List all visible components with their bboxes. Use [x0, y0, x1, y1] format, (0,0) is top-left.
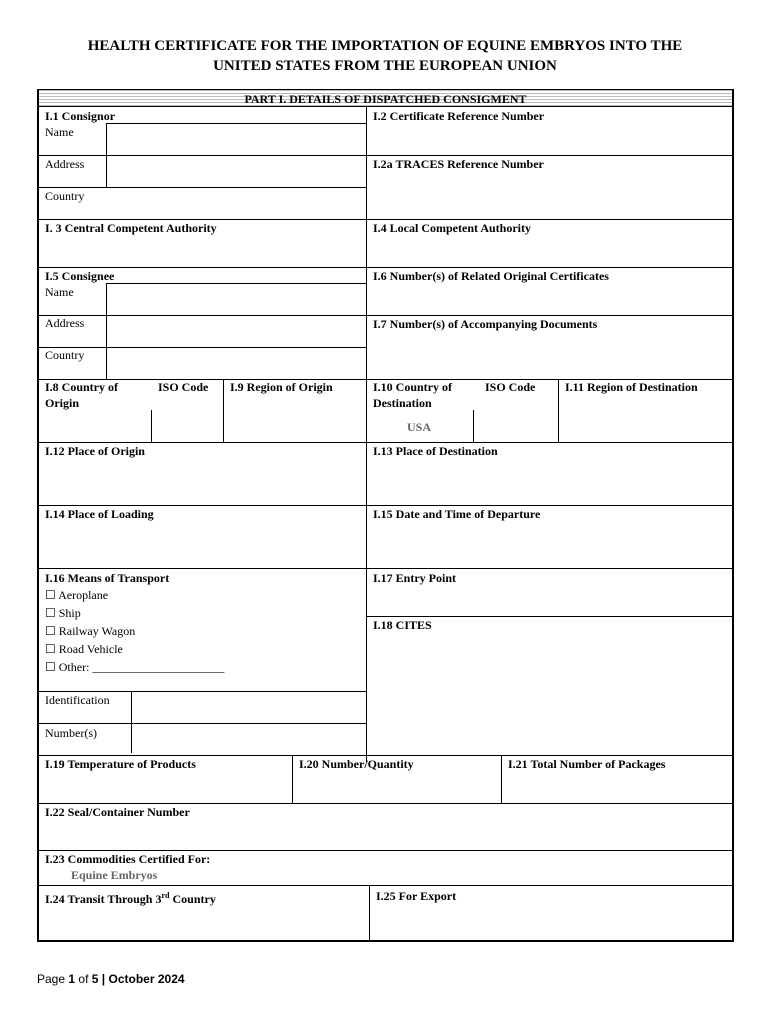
cites-label: I.18 CITES [373, 618, 432, 632]
title-line-1: HEALTH CERTIFICATE FOR THE IMPORTATION OF EQUINE EMBRYOS INTO THE [87, 38, 683, 54]
consignor-label: I.1 Consignor [45, 109, 116, 123]
place-origin-label: I.12 Place of Origin [45, 444, 145, 458]
local-authority-label: I.4 Local Competent Authority [373, 221, 531, 235]
transport-other-checkbox[interactable]: ☐ Other: ______________________ [45, 660, 225, 674]
transport-label: I.16 Means of Transport [45, 571, 170, 585]
consignee-name-field[interactable] [106, 283, 367, 316]
place-loading-label: I.14 Place of Loading [45, 507, 154, 521]
certificate-title [0, 36, 770, 76]
iso-code-destination-label: ISO Code [485, 380, 536, 394]
consignee-address-field[interactable] [106, 315, 367, 347]
transport-ship-checkbox[interactable]: ☐ Ship [45, 606, 81, 620]
title-line-2: UNITED STATES FROM THE EUROPEAN UNION [213, 58, 557, 74]
identification-label: Identification [45, 693, 110, 707]
consignor-address-field[interactable] [106, 155, 367, 187]
certificate-form [37, 89, 734, 942]
export-label: I.25 For Export [376, 889, 457, 903]
transport-road-checkbox[interactable]: ☐ Road Vehicle [45, 642, 123, 656]
quantity-label: I.20 Number/Quantity [299, 757, 414, 771]
entry-point-label: I.17 Entry Point [373, 571, 457, 585]
identification-field[interactable] [131, 691, 367, 723]
country-origin-label: I.8 Country of Origin [45, 380, 119, 410]
region-destination-label: I.11 Region of Destination [565, 380, 698, 394]
consignee-address-label: Address [45, 316, 85, 330]
numbers-label: Number(s) [45, 726, 97, 740]
commodities-value: Equine Embryos [71, 868, 158, 882]
page-footer: Page 1 of 5 | October 2024 [37, 972, 185, 986]
consignor-country-label: Country [45, 189, 85, 203]
country-destination-value: USA [407, 420, 432, 434]
region-origin-label: I.9 Region of Origin [230, 380, 333, 394]
central-authority-label: I. 3 Central Competent Authority [45, 221, 217, 235]
numbers-field[interactable] [131, 723, 367, 753]
consignor-name-field[interactable] [106, 123, 367, 156]
transit-label: I.24 Transit Through 3rd Country [45, 891, 216, 906]
consignor-address-label: Address [45, 157, 85, 171]
country-destination-label: I.10 Country of Destination [373, 380, 453, 410]
part-heading: PART I. DETAILS OF DISPATCHED CONSIGMENT [244, 92, 527, 106]
seal-label: I.22 Seal/Container Number [45, 805, 190, 819]
commodities-label: I.23 Commodities Certified For: [45, 852, 211, 866]
temperature-label: I.19 Temperature of Products [45, 757, 196, 771]
accompanying-documents-label: I.7 Number(s) of Accompanying Documents [373, 317, 598, 331]
departure-label: I.15 Date and Time of Departure [373, 507, 541, 521]
related-certificates-label: I.6 Number(s) of Related Original Certificates [373, 269, 609, 283]
consignee-name-label: Name [45, 285, 74, 299]
consignee-country-field[interactable] [106, 347, 367, 379]
place-destination-label: I.13 Place of Destination [373, 444, 498, 458]
consignee-label: I.5 Consignee [45, 269, 115, 283]
consignee-country-label: Country [45, 348, 85, 362]
packages-label: I.21 Total Number of Packages [508, 757, 666, 771]
certificate-reference-label: I.2 Certificate Reference Number [373, 109, 545, 123]
transport-aeroplane-checkbox[interactable]: ☐ Aeroplane [45, 588, 109, 602]
transport-railway-checkbox[interactable]: ☐ Railway Wagon [45, 624, 136, 638]
consignor-name-label: Name [45, 125, 74, 139]
iso-code-origin-label: ISO Code [158, 380, 209, 394]
traces-reference-label: I.2a TRACES Reference Number [373, 157, 544, 171]
